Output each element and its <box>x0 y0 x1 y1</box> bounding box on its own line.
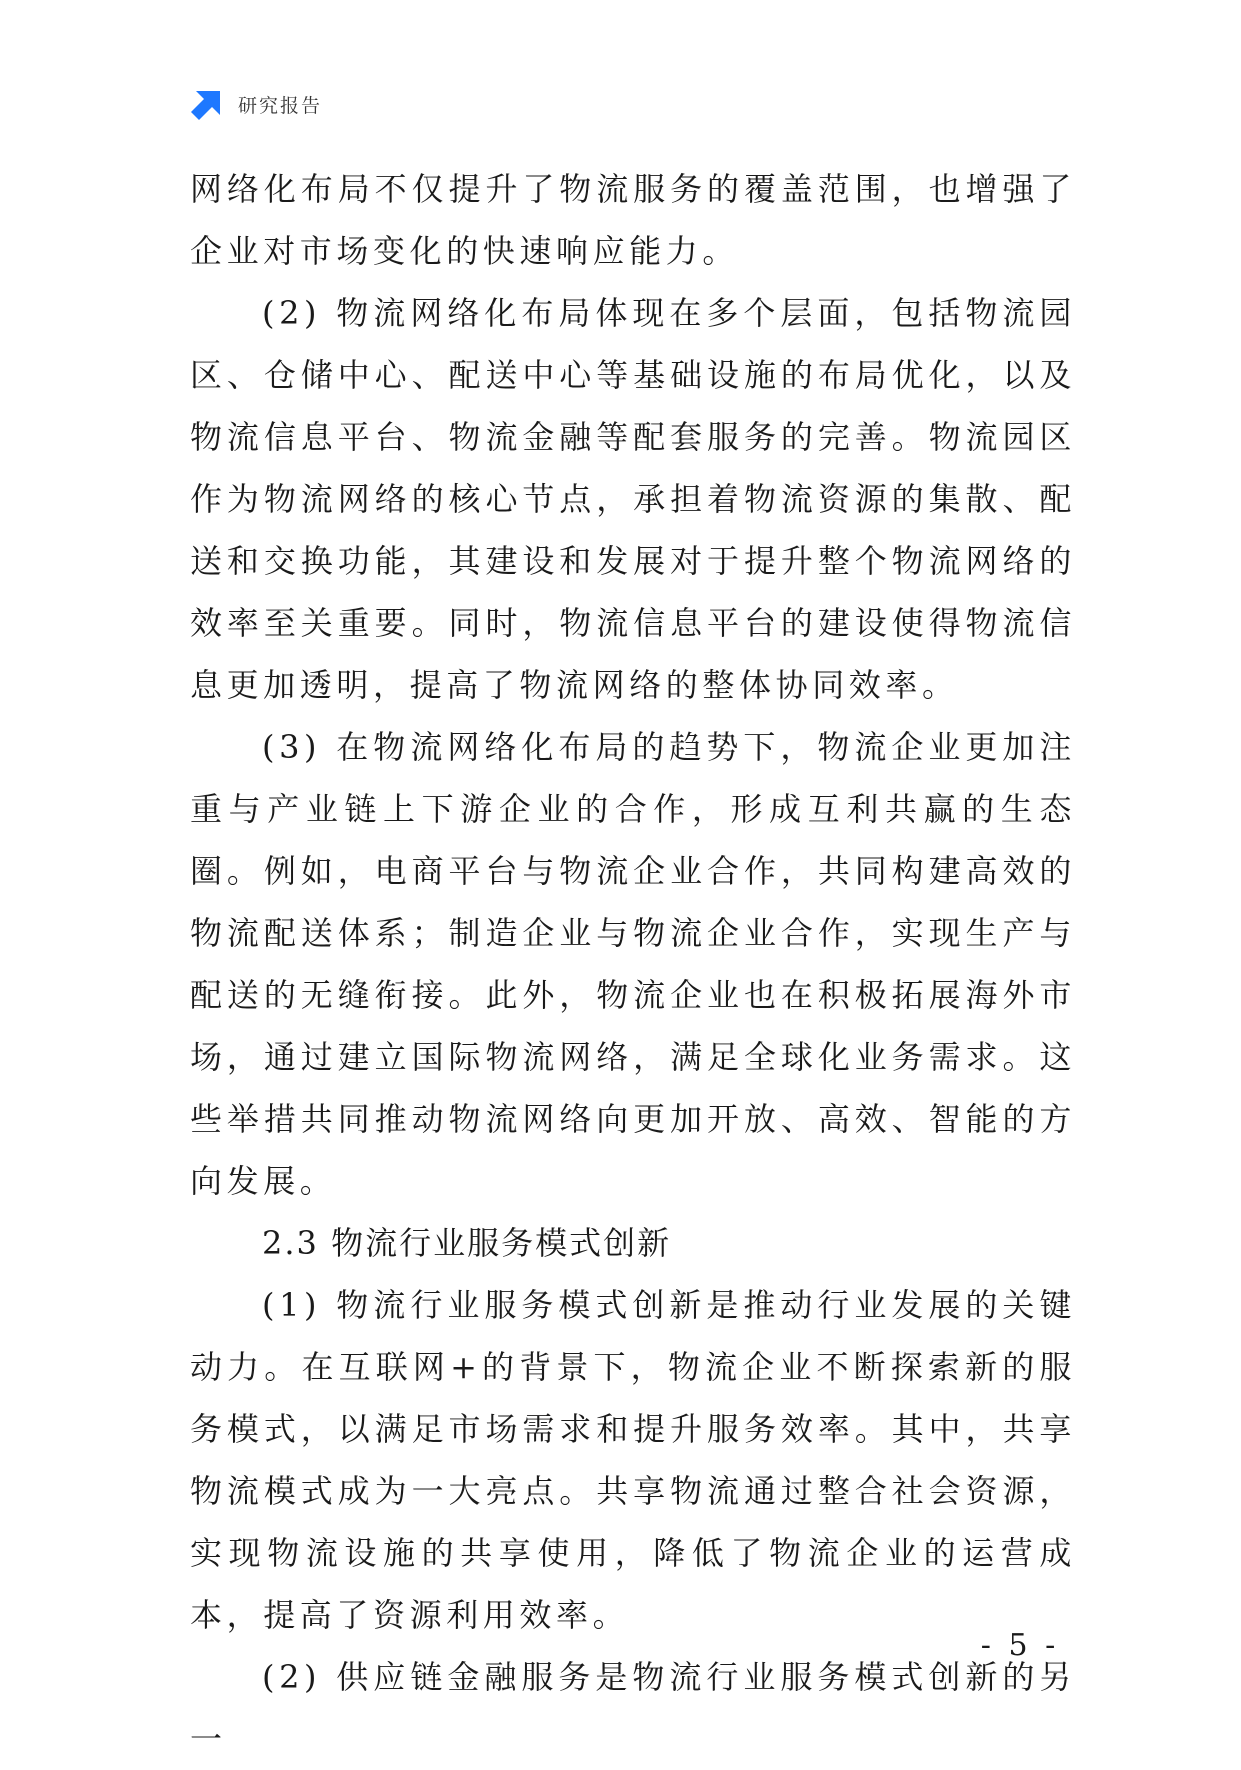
page-number: - 5 - <box>980 1628 1060 1663</box>
page-header <box>190 86 322 122</box>
arrow-up-right-icon <box>190 87 224 121</box>
paragraph-continued: 网络化布局不仅提升了物流服务的覆盖范围，也增强了企业对市场变化的快速响应能力。 <box>190 170 1076 270</box>
header-title: 研究报告 <box>238 94 323 117</box>
paragraph-2: (2) 物流网络化布局体现在多个层面，包括物流园区、仓储中心、配送中心等基础设施的布局优化，以及物流信息平台、物流金融等配套服务的完善。物流园区作为物流网络的核心节点，承担着物流资源的集散、配送和交换功能，其建设和发展对于提升整个物流网络的效率至关重要。同时，物流信息平台的建设使得物流信息更加透明，提高了物流网络的整体协同效率。 <box>190 294 1076 704</box>
paragraph-3: (3) 在物流网络化布局的趋势下，物流企业更加注重与产业链上下游企业的合作，形成互利共赢的生态圈。例如，电商平台与物流企业合作，共同构建高效的物流配送体系；制造企业与物流企业合作，实现生产与配送的无缝衔接。此外，物流企业也在积极拓展海外市场，通过建立国际物流网络，满足全球化业务需求。这些举措共同推动物流网络向更加开放、高效、智能的方向发展。 <box>190 728 1076 1200</box>
section-paragraph-1: (1) 物流行业服务模式创新是推动行业发展的关键动力。在互联网+的背景下，物流企业不断探索新的服务模式，以满足市场需求和提升服务效率。其中，共享物流模式成为一大亮点。共享物流通过整合社会资源，实现物流设施的共享使用，降低了物流企业的运营成本，提高了资源利用效率。 <box>190 1286 1076 1634</box>
document-body <box>190 158 1076 1770</box>
section-heading: 2.3 物流行业服务模式创新 <box>262 1224 672 1262</box>
section-paragraph-2: (2) 供应链金融服务是物流行业服务模式创新的另一 <box>190 1658 1076 1758</box>
